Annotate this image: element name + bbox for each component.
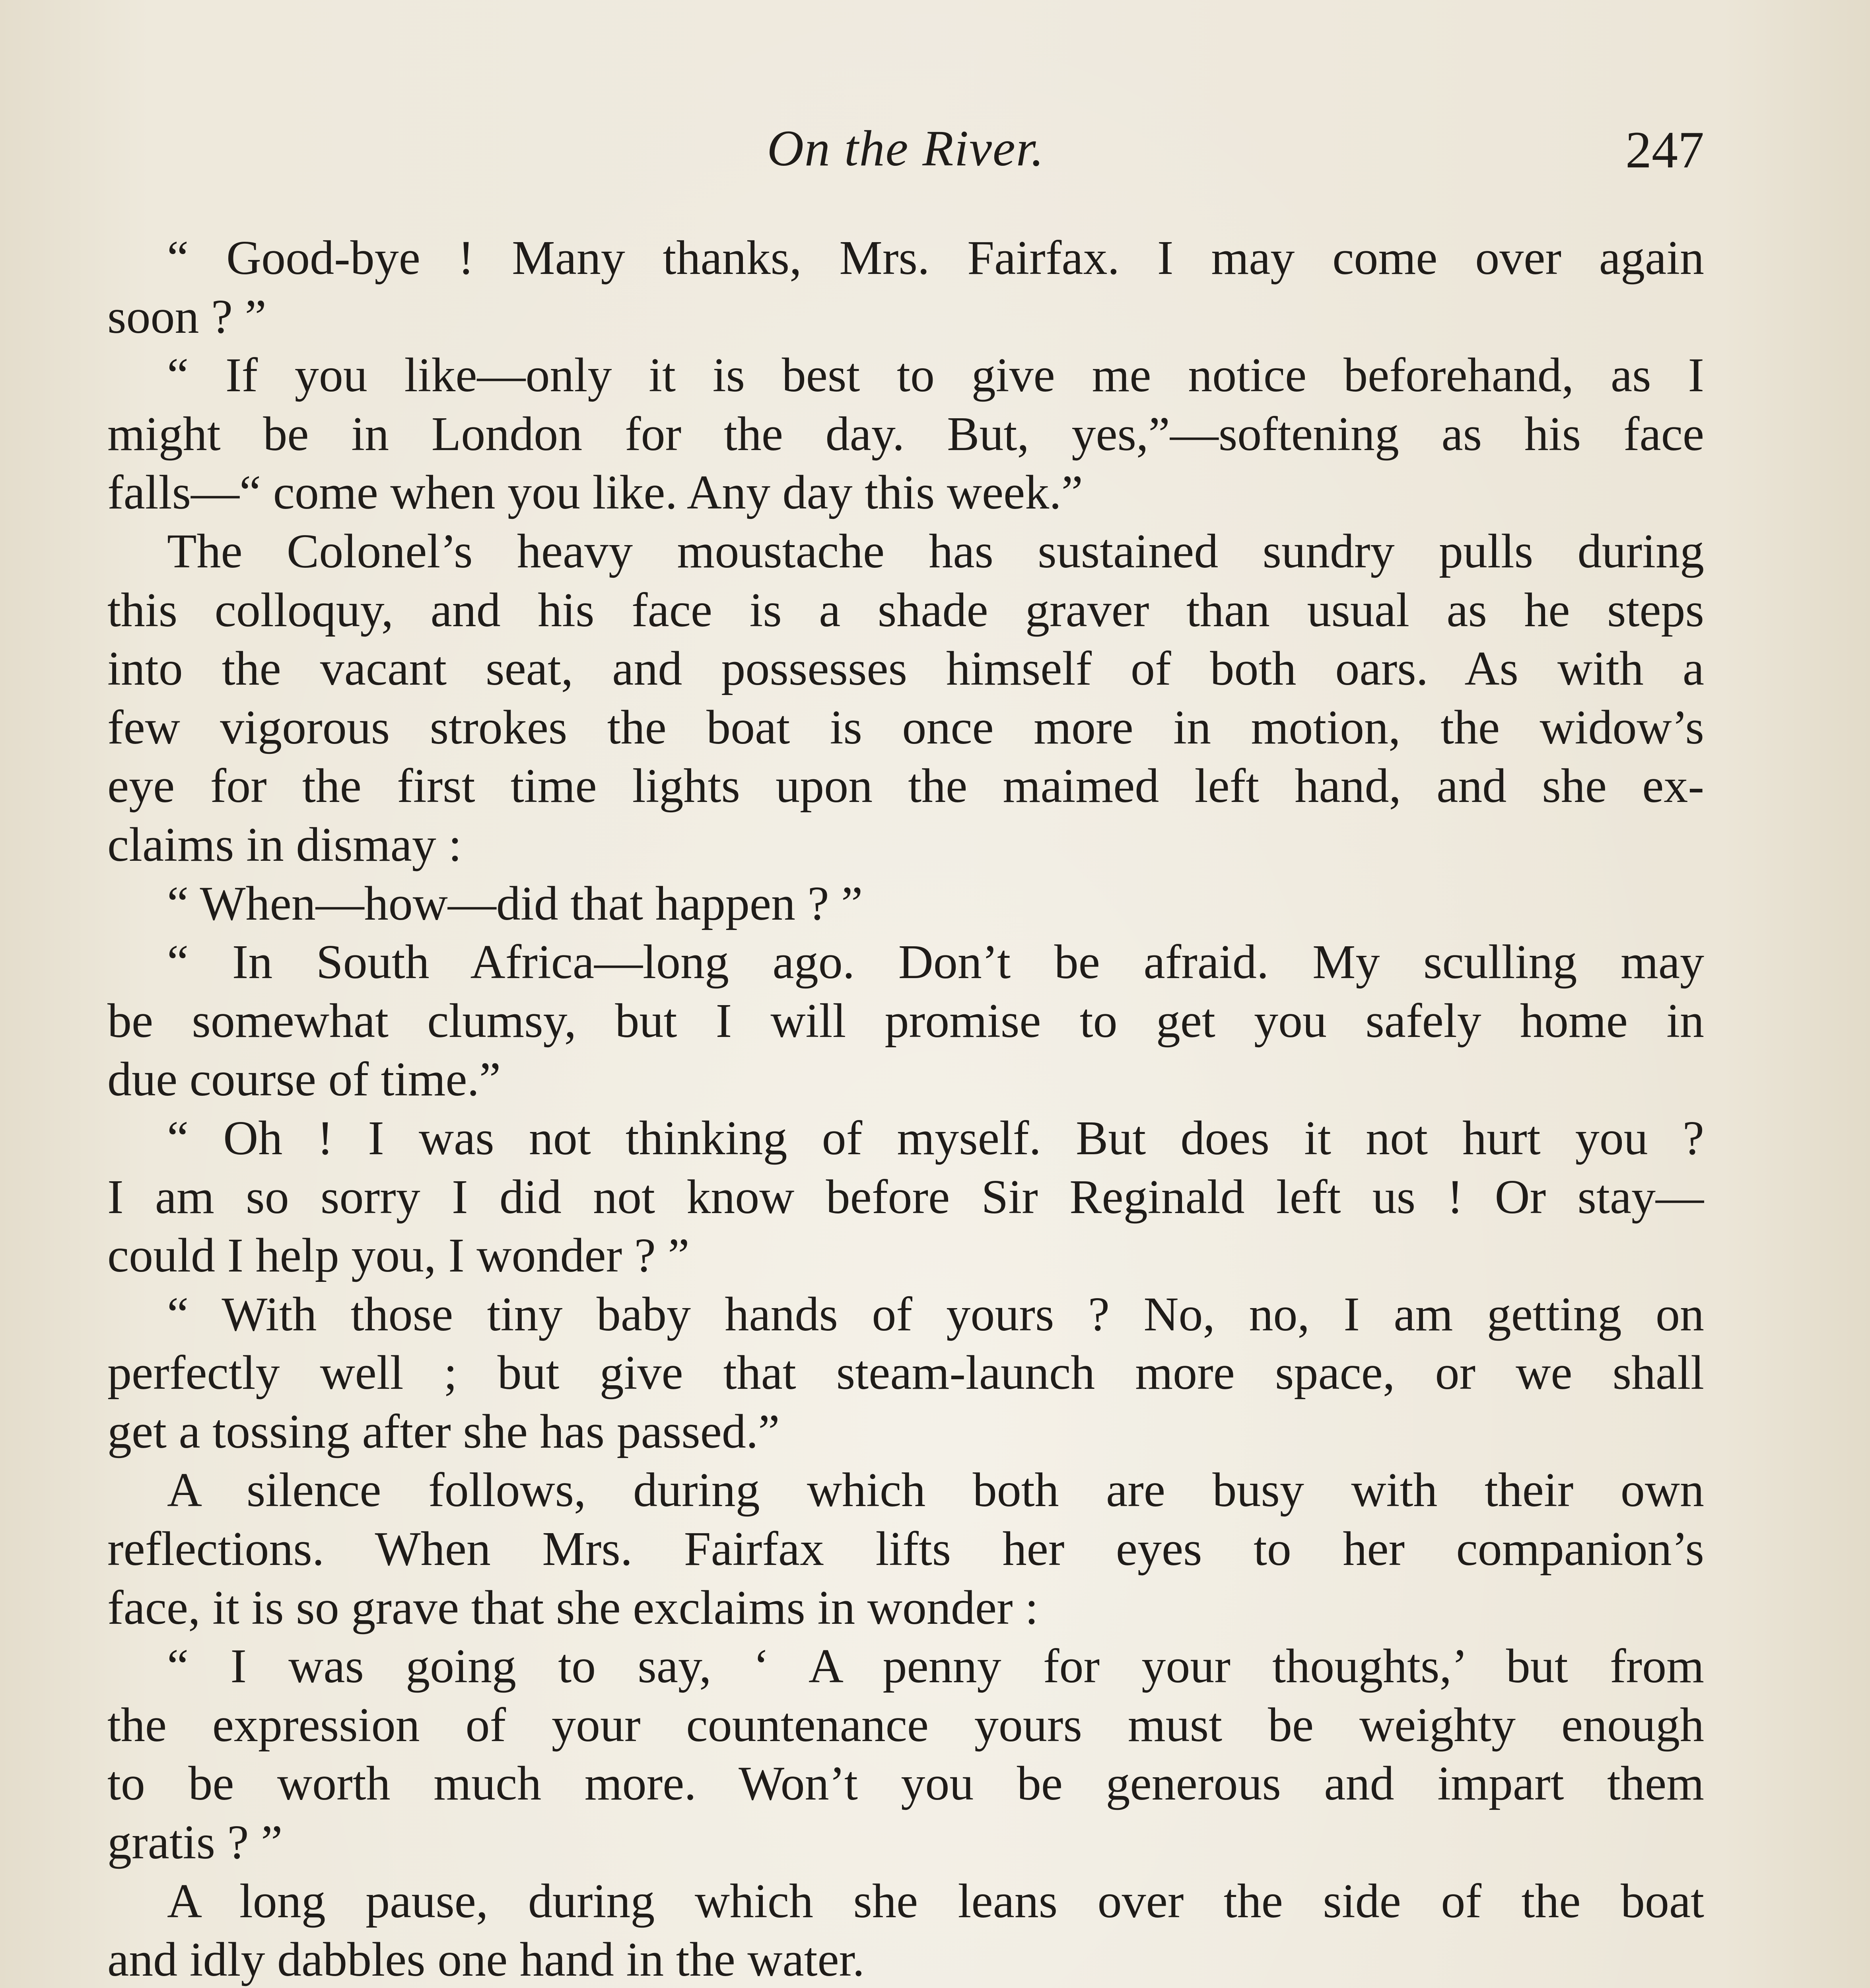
text-line: I am so sorry I did not know before Sir Reginald left us ! Or stay— <box>107 1170 1704 1224</box>
text-line: perfectly well ; but give that steam-launch more space, or we shall <box>107 1346 1704 1400</box>
page-number: 247 <box>1625 120 1704 179</box>
running-title: On the River. <box>767 120 1045 177</box>
text-line: The Colonel’s heavy moustache has sustained sundry pulls during <box>167 524 1704 578</box>
text-line: “ When—how—did that happen ? ” <box>167 876 863 930</box>
text-line: A silence follows, during which both are busy with their own <box>167 1463 1704 1517</box>
text-line: few vigorous strokes the boat is once more in motion, the widow’s <box>107 700 1704 754</box>
body-text <box>107 229 1704 1988</box>
text-line: “ In South Africa—long ago. Don’t be afraid. My sculling may <box>167 935 1704 989</box>
text-line: “ If you like—only it is best to give me notice beforehand, as I <box>167 348 1704 402</box>
page-header <box>107 111 1704 191</box>
text-line: to be worth much more. Won’t you be generous and impart them <box>107 1757 1704 1811</box>
text-line: and idly dabbles one hand in the water. <box>107 1933 865 1987</box>
text-line: “ I was going to say, ‘ A penny for your thoughts,’ but from <box>167 1639 1704 1693</box>
text-line: this colloquy, and his face is a shade graver than usual as he steps <box>107 583 1704 637</box>
text-line: reflections. When Mrs. Fairfax lifts her eyes to her companion’s <box>107 1522 1704 1576</box>
text-line: into the vacant seat, and possesses himself of both oars. As with a <box>107 642 1704 696</box>
text-line: “ Oh ! I was not thinking of myself. But does it not hurt you ? <box>167 1111 1704 1165</box>
text-line: might be in London for the day. But, yes,”—softening as his face <box>107 407 1704 461</box>
text-line: due course of time.” <box>107 1052 501 1107</box>
text-line: soon ? ” <box>107 289 266 344</box>
text-line: “ With those tiny baby hands of yours ? No, no, I am getting on <box>167 1287 1704 1341</box>
text-line: get a tossing after she has passed.” <box>107 1404 780 1458</box>
text-line: gratis ? ” <box>107 1815 283 1870</box>
text-line: could I help you, I wonder ? ” <box>107 1229 690 1283</box>
text-line: eye for the first time lights upon the maimed left hand, and she ex- <box>107 759 1704 813</box>
text-line: face, it is so grave that she exclaims in wonder : <box>107 1580 1038 1635</box>
text-line: “ Good-bye ! Many thanks, Mrs. Fairfax. I may come over again <box>167 231 1704 285</box>
text-line: be somewhat clumsy, but I will promise to get you safely home in <box>107 994 1704 1048</box>
text-line: claims in dismay : <box>107 817 462 872</box>
text-line: falls—“ come when you like. Any day this week.” <box>107 466 1083 520</box>
text-line: A long pause, during which she leans over the side of the boat <box>167 1874 1704 1928</box>
text-line: the expression of your countenance yours must be weighty enough <box>107 1698 1704 1752</box>
